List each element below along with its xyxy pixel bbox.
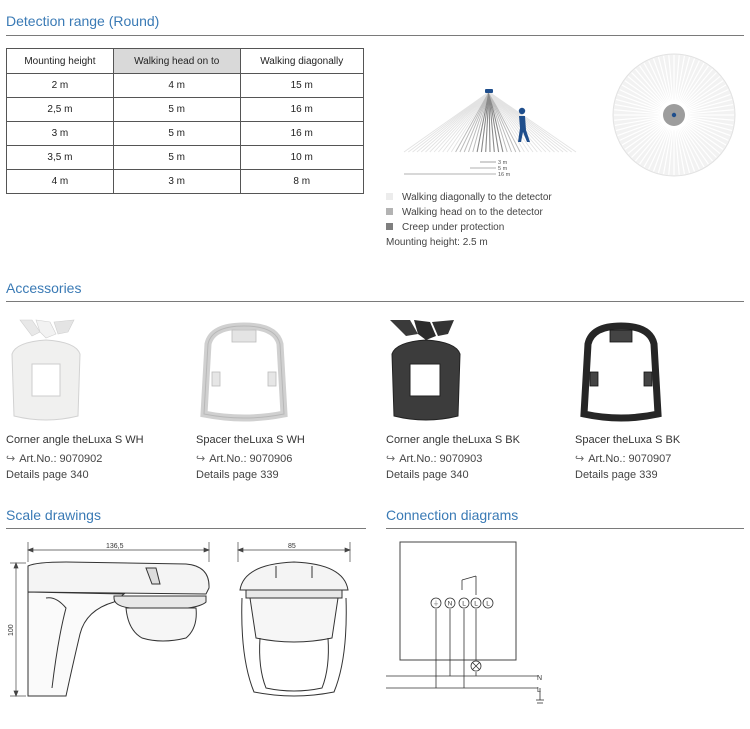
accessory-art-number: Art.No.: 9070907 <box>588 453 672 465</box>
terminal-label: L <box>474 600 478 608</box>
table-row <box>7 146 364 170</box>
link-arrow-icon: ↪ <box>386 453 396 465</box>
link-arrow-icon: ↪ <box>575 453 585 465</box>
table-cell: 16 m <box>240 98 364 122</box>
detection-fan-lines <box>404 92 576 152</box>
spacer-bk-image <box>578 322 664 422</box>
accessory-art-no <box>196 452 292 465</box>
link-arrow-icon: ↪ <box>6 453 16 465</box>
table-cell: 4 m <box>7 170 114 194</box>
line-label-l: L <box>537 687 541 694</box>
scale-drawing-side <box>6 538 216 700</box>
accessory-details: Details page 339 <box>575 469 658 481</box>
legend-item <box>386 222 504 233</box>
section-rule <box>6 528 366 529</box>
accessory-art-no <box>575 452 671 465</box>
legend-item <box>386 192 552 203</box>
table-header-cell: Walking diagonally <box>240 49 364 74</box>
legend-label: Creep under protection <box>402 222 505 233</box>
top-detection-diagram <box>612 53 736 177</box>
legend-item <box>386 207 543 218</box>
table-cell: 5 m <box>113 122 240 146</box>
dimension-width-side: 136,5 <box>106 543 124 550</box>
spacer-wh-image <box>196 322 292 422</box>
accessory-name: Spacer theLuxa S WH <box>196 434 305 446</box>
corner-angle-bk-image <box>386 318 466 426</box>
section-title-accessories: Accessories <box>6 280 82 296</box>
side-detection-diagram <box>400 86 580 186</box>
detection-ray <box>456 92 489 152</box>
section-title-scale: Scale drawings <box>6 507 101 523</box>
table-header-row <box>7 49 364 74</box>
detection-range-table <box>6 48 364 194</box>
legend-swatch <box>386 223 393 230</box>
corner-angle-wh-image <box>6 318 86 426</box>
terminal-label: N <box>447 600 453 608</box>
walking-person-icon <box>518 108 530 142</box>
detection-ray <box>430 92 489 152</box>
table-cell: 3 m <box>7 122 114 146</box>
table-row <box>7 98 364 122</box>
lamp-icon <box>471 661 481 671</box>
range-label: 16 m <box>498 172 511 178</box>
link-arrow-icon: ↪ <box>196 453 206 465</box>
accessory-details: Details page 340 <box>6 469 89 481</box>
detector-center-icon <box>672 113 676 117</box>
table-cell: 5 m <box>113 98 240 122</box>
section-rule <box>6 301 744 302</box>
table-header-cell: Mounting height <box>7 49 114 74</box>
table-cell: 16 m <box>240 122 364 146</box>
accessory-art-number: Art.No.: 9070902 <box>19 453 103 465</box>
section-rule <box>6 35 744 36</box>
table-cell: 4 m <box>113 74 240 98</box>
section-rule <box>386 528 744 529</box>
terminal-label: ⏚ <box>432 600 440 608</box>
sensor-front-outline <box>240 562 348 696</box>
accessory-name: Spacer theLuxa S BK <box>575 434 681 446</box>
accessory-art-no <box>6 452 102 465</box>
sensor-housing-box <box>400 542 516 660</box>
terminal-label: L <box>486 600 490 608</box>
table-cell: 10 m <box>240 146 364 170</box>
legend-label: Walking head on to the detector <box>402 207 543 218</box>
dimension-height: 100 <box>8 624 15 636</box>
table-cell: 15 m <box>240 74 364 98</box>
dimension-width-front: 85 <box>288 543 296 550</box>
accessory-art-number: Art.No.: 9070903 <box>399 453 483 465</box>
table-row <box>7 122 364 146</box>
table-cell: 3 m <box>113 170 240 194</box>
table-cell: 8 m <box>240 170 364 194</box>
legend-label: Walking diagonally to the detector <box>402 192 552 203</box>
legend-swatch <box>386 208 393 215</box>
table-cell: 5 m <box>113 146 240 170</box>
range-label: 3 m <box>498 160 508 166</box>
line-label-n: N <box>537 675 543 682</box>
accessory-art-number: Art.No.: 9070906 <box>209 453 293 465</box>
scale-drawing-front <box>236 538 360 700</box>
accessory-details: Details page 339 <box>196 469 279 481</box>
terminal-label: L <box>462 600 466 608</box>
accessory-details: Details page 340 <box>386 469 469 481</box>
legend-swatch <box>386 193 393 200</box>
table-cell: 3,5 m <box>7 146 114 170</box>
accessory-art-no <box>386 452 482 465</box>
detector-icon <box>485 89 493 93</box>
sensor-side-outline <box>28 562 209 696</box>
section-title-detection: Detection range (Round) <box>6 13 160 29</box>
table-header-cell: Walking head on to <box>113 49 240 74</box>
connection-wiring-diagram <box>386 540 556 705</box>
range-label: 5 m <box>498 166 508 172</box>
accessory-name: Corner angle theLuxa S WH <box>6 434 144 446</box>
table-cell: 2,5 m <box>7 98 114 122</box>
table-row <box>7 74 364 98</box>
table-row <box>7 170 364 194</box>
accessory-name: Corner angle theLuxa S BK <box>386 434 520 446</box>
mounting-height-note: Mounting height: 2.5 m <box>386 237 488 248</box>
table-cell: 2 m <box>7 74 114 98</box>
section-title-connection: Connection diagrams <box>386 507 519 523</box>
